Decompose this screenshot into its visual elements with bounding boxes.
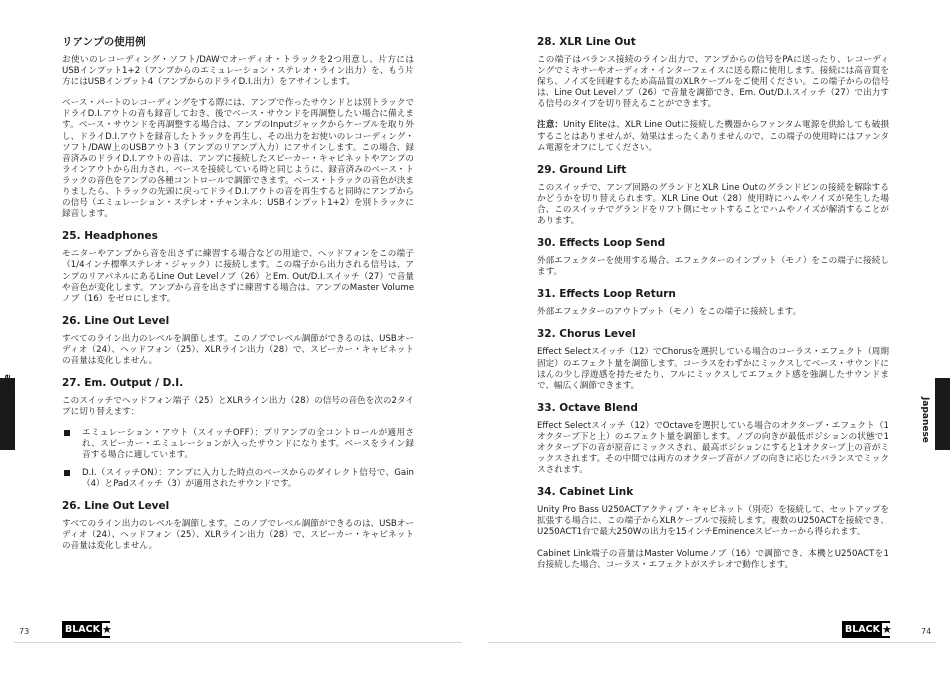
note-label: 注意：: [537, 120, 564, 131]
section-cabinet-link: [537, 486, 889, 570]
right-page-column: [537, 36, 889, 581]
section-paragraph: Effect Selectスイッチ（12）でChorusを選択している場合のコーラス・エフェクト（周期固定）のエフェクト量を調節します。コーラスをわずかにミックスしてベース・サウンドにほんの少し浮遊感を持たせたり、フルにミックスしてエフェクト感を強調したサウンドまで、幅広く調節できます。: [537, 347, 889, 391]
section-heading: 30. Effects Loop Send: [537, 237, 666, 250]
section-paragraph: すべてのライン出力のレベルを調節します。このノブでレベル調節ができるのは、USBオーディオ（24）、ヘッドフォン（25）、XLRライン出力（28）で、スピーカー・キャビネットの音量は変化しません。: [62, 518, 414, 551]
section-heading: 26. Line Out Level: [62, 314, 170, 327]
section-paragraph: モニターやアンプから音を出さずに練習する場合などの用途で、ヘッドフォンをこの端子（1/4インチ標準ステレオ・ジャック）に接続します。この端子から出力される信号は、アンプのリアパネルにあるLine Out Levelノブ（26）とEm. Out/D.I.スイッチ（27）で音量や音色が変化します。アンプから音を出さずに練習する場合は、アンプのMaster Volumeノブ（16）をゼロにします。: [62, 249, 414, 304]
section-heading: 31. Effects Loop Return: [537, 288, 676, 301]
bullet-list: [62, 428, 414, 489]
section-ground-lift: [537, 164, 889, 227]
caution-note: [537, 120, 889, 153]
section-heading: 26. Line Out Level: [62, 499, 170, 512]
left-page-column: [62, 36, 414, 562]
logo-text: BLACK: [65, 624, 100, 635]
brand-logo-right: [842, 621, 890, 638]
section-heading: 25. Headphones: [62, 230, 158, 243]
section-heading: 34. Cabinet Link: [537, 486, 634, 499]
brand-logo-left: [62, 621, 110, 638]
section-heading: 33. Octave Blend: [537, 401, 638, 414]
section-paragraph: すべてのライン出力のレベルを調節します。このノブでレベル調節ができるのは、USBオーディオ（24）、ヘッドフォン（25）、XLRライン出力（28）で、スピーカー・キャビネットの音量は変化しません。: [62, 333, 414, 366]
bullet-item: [62, 428, 414, 461]
section-heading: 29. Ground Lift: [537, 163, 627, 176]
section-recording-example: [62, 36, 414, 220]
page-number-right: 74: [921, 627, 932, 636]
language-label-right: Japanese: [920, 397, 930, 443]
section-paragraph: ベース・パートのレコーディングをする際には、アンプで作ったサウンドとは別トラックでドライD.I.アウトの音も録音しておき、後でベース・サウンドを再調整したい場合に備えます。ベース・サウンドを再調整する場合は、アンプのInputジャックからケーブルを取り外し、ドライD.I.アウトを録音したトラックを再生し、その出力をお使いのレコーディング・ソフト/DAW上のUSBアウト3（アンプのリアンプ入力）にアサインします。この場合、録音済みのドライD.I.アウトの音は、アンプに接続したスピーカー・キャビネットやアンプのラインアウトから出力され、ベースを接続している時と同じように、録音済みのベース・トラックの音色をアンプの各種コントロールで調節できます。ベース・トラックの音色が決まりましたら、トラックの先頭に戻ってドライD.I.アウトの音を再生すると同時にアンプからの信号（エミュレーション・ステレオ・チャンネル：USBインプット1+2）を別トラックに録音します。: [62, 98, 414, 220]
section-line-out-level: [62, 315, 414, 367]
section-paragraph: 外部エフェクターを使用する場合、エフェクターのインプット（モノ）をこの端子に接続します。: [537, 256, 889, 278]
section-chorus-level: [537, 328, 889, 391]
bullet-square-icon: [64, 470, 70, 476]
section-paragraph: 外部エフェクターのアウトプット（モノ）をこの端子に接続します。: [537, 307, 802, 318]
section-paragraph: Cabinet Link端子の音量はMaster Volumeノブ（16）で調節でき、本機とU250ACTを1台接続した場合、コーラス・エフェクトがステレオで動作します。: [537, 548, 889, 570]
section-heading: 32. Chorus Level: [537, 328, 636, 341]
section-paragraph: このスイッチでヘッドフォン端子（25）とXLRライン出力（28）の信号の音色を次の2タイプに切り替えます：: [62, 396, 414, 418]
section-line-out-level-repeat: [62, 500, 414, 552]
section-heading: リアンプの使用例: [62, 36, 146, 48]
footer-divider-left: [14, 642, 462, 643]
language-side-tab-right: [935, 378, 950, 450]
language-label-left: Japanese: [3, 374, 13, 420]
section-paragraph: Unity Pro Bass U250ACTアクティブ・キャビネット（別売）を接続して、セットアップを拡張する場合に、この端子からXLRケーブルで接続します。複数のU250ACTを接続でき、U250ACT1台で最大250Wの出力を15インチEminenceスピーカーから得られます。: [537, 505, 889, 538]
logo-text: BLACK: [845, 624, 880, 635]
section-em-output-di: [62, 377, 414, 490]
section-heading: 28. XLR Line Out: [537, 36, 636, 48]
section-heading: 27. Em. Output / D.I.: [62, 377, 184, 390]
bullet-text: エミュレーション・アウト（スイッチOFF）：プリアンプの全コントロールが適用され、スピーカー・エミュレーションが入ったサウンドになります。ベースをライン録音する場合に適しています。: [82, 428, 414, 461]
section-effects-loop-send: [537, 237, 889, 278]
section-xlr-line-out: [537, 36, 889, 154]
section-paragraph: このスイッチで、アンプ回路のグランドとXLR Line Outのグランドピンの接続を解除するかどうかを切り替えられます。XLR Line Out（28）使用時にハムやノイズが発生した場合、このスイッチでグランドをリフト側にセットすることでハムやノイズが解消することがあります。: [537, 182, 889, 227]
section-effects-loop-return: [537, 288, 889, 318]
section-paragraph: この端子はバランス接続のライン出力で、アンプからの信号をPAに送ったり、レコーディングでミキサーやオーディオ・インターフェイスに送る際に使用します。接続には高音質を保ち、ノイズを回避するため高品質のXLRケーブルをご使用ください。この端子からの信号は、Line Out Levelノブ（26）で音量を調節でき、Em. Out/D.I.スイッチ（27）で出力する信号のタイプを切り替えることができます。: [537, 55, 889, 110]
section-headphones: [62, 230, 414, 304]
bullet-text: D.I.（スイッチON）：アンプに入力した時点のベースからのダイレクト信号で、Gain（4）とPadスイッチ（3）が適用されたサウンドです。: [82, 467, 414, 489]
note-text: Unity Eliteは、XLR Line Outに接続した機器からファンタム電源を供給しても破損することはありませんが、効果はまったくありませんので、この端子の使用時にはファンタム電源をオフにしてください。: [537, 120, 889, 153]
bullet-square-icon: [64, 430, 70, 436]
star-icon: ★: [881, 623, 892, 636]
bullet-item: [62, 468, 414, 490]
section-octave-blend: [537, 402, 889, 476]
page-number-left: 73: [19, 627, 30, 636]
footer-divider-right: [488, 642, 936, 643]
section-paragraph: お使いのレコーディング・ソフト/DAWでオーディオ・トラックを2つ用意し、片方にはUSBインプット1+2（アンプからのエミュレーション・ステレオ・ライン出力）を、もう片方にはUSBインプット4（アンプからのドライD.I.出力）をアサインします。: [62, 55, 414, 88]
star-icon: ★: [101, 623, 112, 636]
section-paragraph: Effect Selectスイッチ（12）でOctaveを選択している場合のオクターブ・エフェクト（1オクターブ下と上）のエフェクト量を調節します。ノブの向きが最低ポジションの状態で1オクターブ下の音が原音にミックスされ、最高ポジションにすると1オクターブ上の音がミックスされます。その中間では両方のオクターブ音がノブの向きに応じたバランスでミックスされます。: [537, 420, 889, 476]
